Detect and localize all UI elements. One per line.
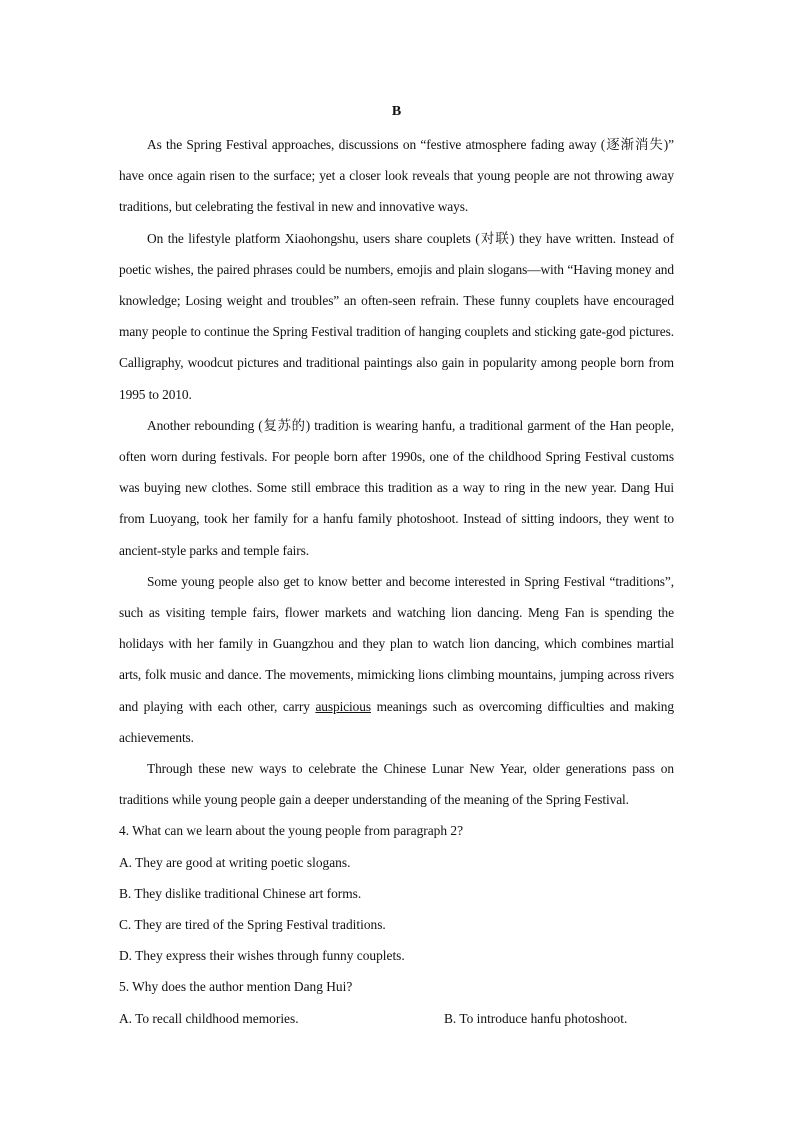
question-4-stem: 4. What can we learn about the young people from paragraph 2? [119,823,464,839]
underlined-word: auspicious [315,698,371,714]
reading-section [119,100,674,1034]
question-5-option-b: B. To introduce hanfu photoshoot. [444,1010,628,1026]
passage-paragraph-2: On the lifestyle platform Xiaohongshu, users share couplets (对联) they have written. Instead of poetic wishes, the paired phrases could be numbers, emojis and plain slogans—with “Having money and knowledge; Losing weight and troubles” an often-seen refrain. These funny couplets have encouraged many people to continue the Spring Festival tradition of hanging couplets and sticking gate-god pictures. Calligraphy, woodcut pictures and traditional paintings also gain in popularity among people born from 1995 to 2010. [119,230,674,402]
question-5-options-row [119,1003,674,1034]
passage-paragraph-5: Through these new ways to celebrate the Chinese Lunar New Year, older generations pass on traditions while young people gain a deeper understanding of the meaning of the Spring Festival. [119,761,674,808]
paragraph-4-text-end: meanings such as overcoming difficulties and making achievements. [119,698,674,745]
question-4-option-d: D. They express their wishes through funny couplets. [119,948,405,964]
question-4-option-b: B. They dislike traditional Chinese art forms. [119,885,362,901]
passage-paragraph-1: As the Spring Festival approaches, discussions on “festive atmosphere fading away (逐渐消失)” have once again risen to the surface; yet a closer look reveals that young people are not throwing away traditions, but celebrating the festival in new and innovative ways. [119,137,674,215]
passage-paragraph-3: Another rebounding (复苏的) tradition is wearing hanfu, a traditional garment of the Han people, often worn during festivals. For people born after 1990s, one of the childhood Spring Festival customs was buying new clothes. Some still embrace this tradition as a way to ring in the new year. Dang Hui from Luoyang, took her family for a hanfu family photoshoot. Instead of sitting indoors, they went to ancient-style parks and temple fairs. [119,417,674,558]
section-label: B [391,104,402,119]
question-4-option-c: C. They are tired of the Spring Festival traditions. [119,917,386,933]
question-5-stem: 5. Why does the author mention Dang Hui? [119,979,353,995]
question-4-option-a: A. They are good at writing poetic slogans. [119,854,351,870]
passage-paragraph-4 [119,566,674,753]
question-5-option-a: A. To recall childhood memories. [119,1010,299,1026]
paragraph-4-text-start: Some young people also get to know better and become interested in Spring Festival “traditions”, such as visiting temple fairs, flower markets and watching lion dancing. Meng Fan is spending the holidays with her family in Guangzhou and they plan to watch lion dancing, which combines martial arts, folk music and dance. The movements, mimicking lions climbing mountains, jumping across rivers and playing with each other, carry [119,573,674,714]
